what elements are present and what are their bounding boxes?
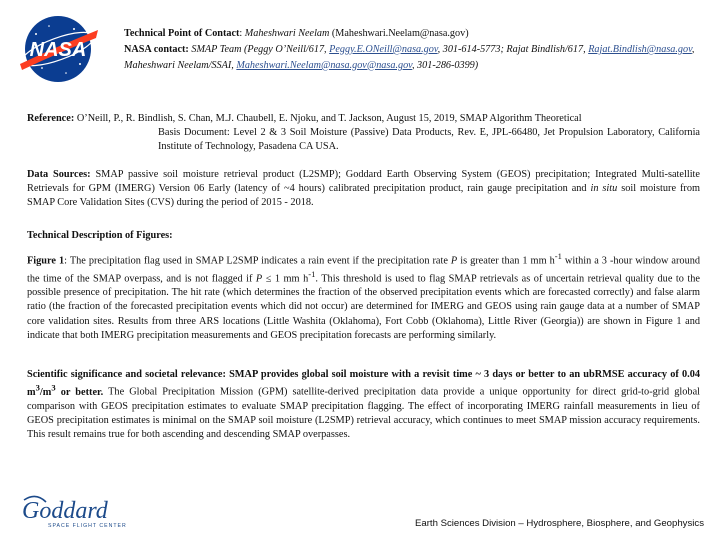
nasa-contact-line (124, 42, 709, 74)
figure1-text: . This threshold is used to flag SMAP retrievals as of uncertain retrieval quality due to the possible presence of precipitation. The hit rate (which determines the fraction of the observed precipitation events which are forecasted correctly) and false alarm ratio (the fraction of the forecasted precipitation events which did not occur) are determined for IMERG and GEOS using rain gauge data at a number of SMAP core validation sites. Results from three ARS locations (Little Washita (Oklahoma), Fort Cobb (Oklahoma), Little River (Georgia)) are shown in Figure 1 and indicate that both IMERG precipitation measurements and GEOS precipitation forecasts are performing similarly. (27, 273, 701, 341)
tech-contact-line: Technical Point of Contact: Maheshwari Neelam (Maheshwari.Neelam@nasa.gov) (124, 28, 469, 39)
figure1-text: within a 3 -hour window around the time of the SMAP overpass, and is not flagged if (27, 255, 701, 285)
nasa-contact-text: SMAP Team (Peggy O’Neill/617, (191, 43, 327, 55)
nasa-logo (14, 12, 102, 86)
nasa-wordmark: NASA (29, 39, 87, 61)
figure1-text: ≤ 1 mm h (265, 273, 309, 285)
figure1-sup: -1 (308, 268, 316, 279)
reference-paragraph (27, 112, 700, 155)
figure1-label: Figure 1 (27, 255, 65, 267)
tech-description-title: Technical Description of Figures: (27, 230, 173, 241)
significance-text: The Global Precipitation Mission (GPM) satellite-derived precipitation data provide a unique opportunity for direct grid-to-grid global comparison with GEOS precipitation estimates to evaluate SMAP precipitation flagging. The effect of incorporating IMERG rainfall measurements in lieu of GEOS precipitation estimates is minimal on the SMAP soil moisture (L2SMP) retrieval accuracy, which continues to meet SMAP mission accuracy requirements. This result remains true for both ascending and descending SMAP overpasses. (27, 386, 701, 441)
data-sources-label: Data Sources: (27, 169, 91, 180)
nasa-contact-text: , 301-614-5773; Rajat Bindlish/617, (437, 43, 586, 55)
contact-block (124, 26, 709, 73)
significance-paragraph (27, 368, 700, 442)
neelam-email-link[interactable]: Maheshwari.Neelam@nasa.gov@nasa.gov (236, 59, 412, 71)
reference-label: Reference: (27, 113, 75, 124)
reference-rest: Basis Document: Level 2 & 3 Soil Moisture (Passive) Data Products, Rev. E, JPL-66480, Jet Propulsion Laboratory, California Institute of Technology, Pasadena CA USA. (158, 127, 700, 153)
tech-contact-email: (Maheshwari.Neelam@nasa.gov) (331, 28, 469, 39)
data-sources-text: SMAP passive soil moisture retrieval product (L2SMP); Goddard Earth Observing System (GEOS) precipitation; Integrated Multi-satellite Retrievals for GPM (IMERG) Version 06 Early (latency of ~4 hours) calibrated precipitation product, rain gauge precipitation and (27, 169, 700, 195)
figure1-var-p: P (450, 255, 458, 267)
data-sources-text: soil moisture from SMAP Core Validation Sites (CVS) during the period of 2015 - 2018. (27, 183, 700, 209)
figure1-text: is greater than 1 mm h (460, 255, 555, 267)
tech-contact-label: Technical Point of Contact (124, 28, 240, 39)
figure1-text: : The precipitation flag used in SMAP L2SMP indicates a rain event if the precipitation rate (64, 255, 448, 267)
nasa-contact-text: , Maheshwari Neelam/SSAI, (124, 43, 695, 71)
data-sources-paragraph (27, 168, 700, 211)
figure1-sup: -1 (554, 251, 562, 261)
rajat-email-link[interactable]: Rajat.Bindlish@nasa.gov (588, 43, 692, 55)
significance-label: Scientific significance and societal relevance: SMAP provides global soil moisture with a revisit time ~ 3 days or better to an ubRMSE accuracy of 0.04 $m^3/m^3$ or better. (27, 369, 700, 398)
goddard-subtitle: SPACE FLIGHT CENTER (48, 523, 127, 529)
data-sources-italic: in situ (590, 183, 618, 195)
tech-contact-name: Maheshwari Neelam (244, 28, 330, 39)
footer-division: Earth Sciences Division – Hydrosphere, Biosphere, and Geophysics (414, 518, 704, 529)
peggy-email-link[interactable]: Peggy.E.ONeill@nasa.gov (329, 43, 438, 55)
nasa-contact-text: , 301-286-0399) (411, 59, 479, 71)
goddard-wordmark: Goddard (22, 498, 108, 524)
goddard-logo (20, 494, 150, 530)
nasa-contact-label: NASA contact: (124, 43, 189, 55)
figure1-var-p: P (255, 273, 263, 285)
reference-line1: O’Neill, P., R. Bindlish, S. Chan, M.J. Chaubell, E. Njoku, and T. Jackson, August 15, 2019, SMAP Algorithm Theoretical (76, 113, 582, 124)
figure1-paragraph (27, 251, 700, 343)
